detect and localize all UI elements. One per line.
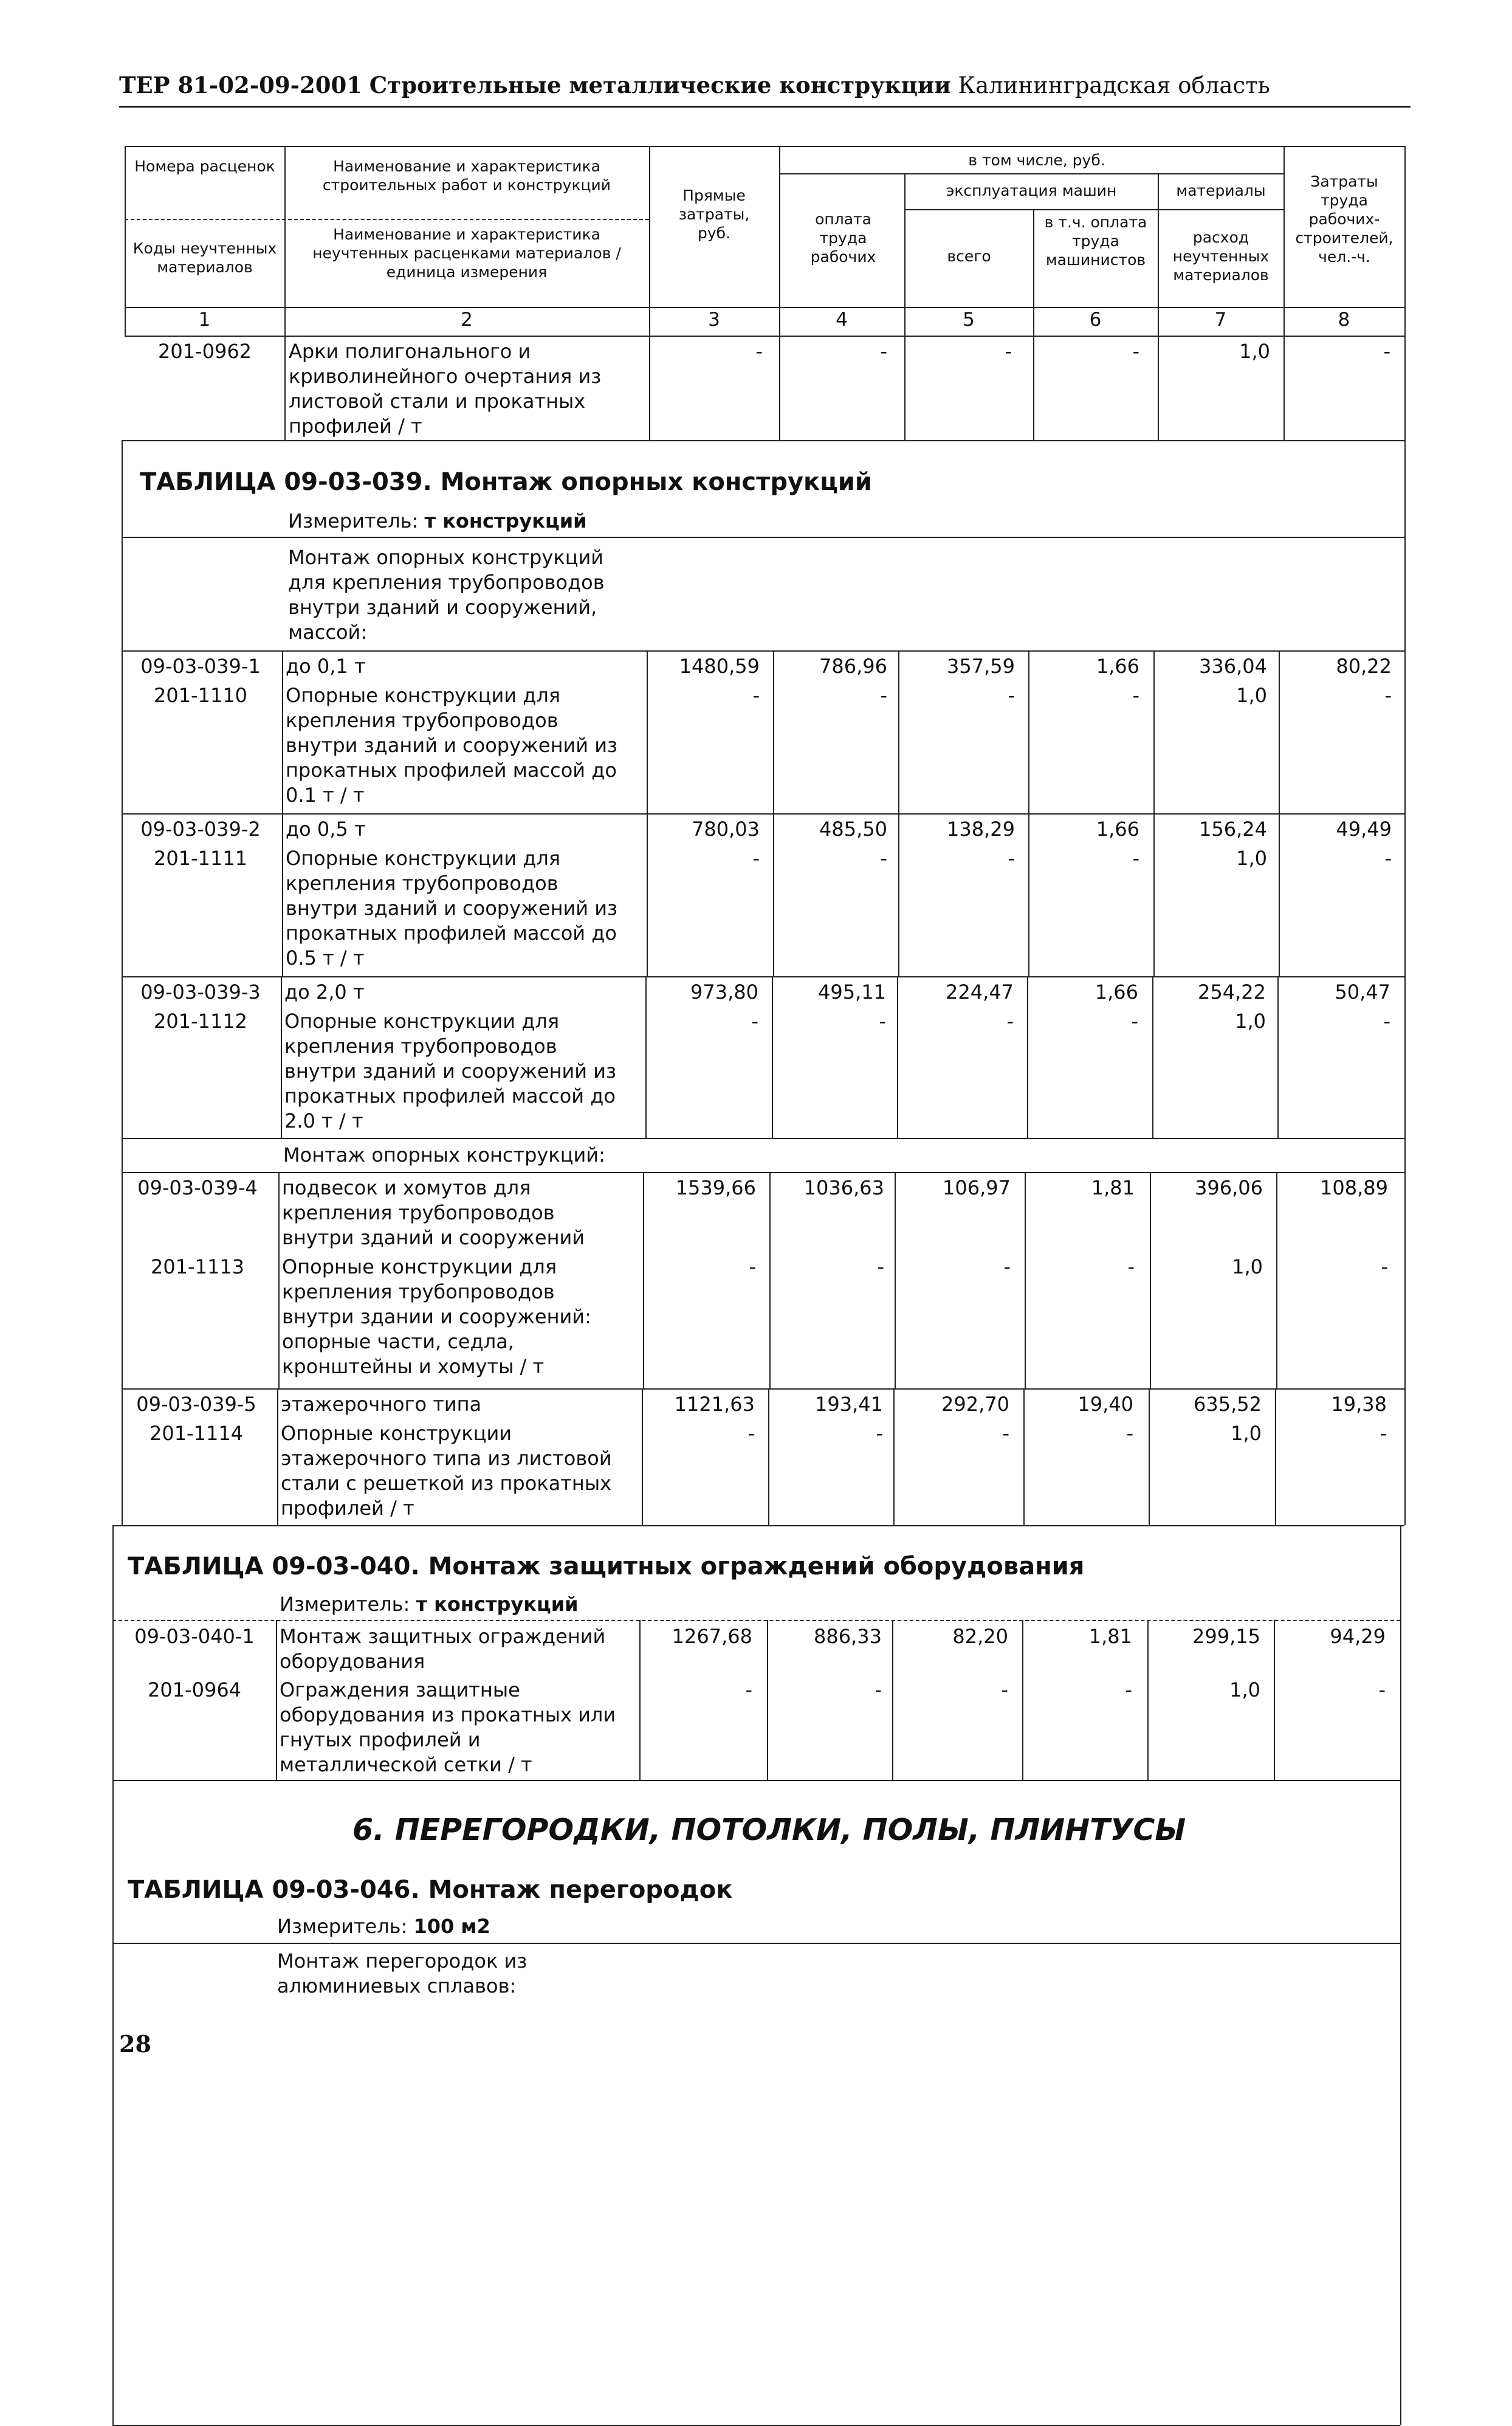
col-number: 7 [1214,309,1227,331]
material-description: Ограждения защитные оборудования из прокатных или гнутых профилей и металлической сетки / т [280,1678,616,1776]
cell-value: - [1001,1678,1008,1701]
cell-value: - [875,1678,882,1701]
cell-value: 1267,68 [672,1625,752,1648]
doc-code: ТЕР 81-02-09-2001 [119,72,362,98]
cell-value: - [1380,1422,1387,1445]
table-039-intro: Монтаж опорных конструкций для крепления трубопроводов внутри зданий и сооружений, массой: [288,546,605,644]
col-number: 1 [198,309,211,331]
cell-value: - [1383,340,1390,363]
running-header [119,72,1270,98]
cell-value: 495,11 [818,980,886,1004]
group-header: в том числе, руб. [968,151,1105,169]
material-code: 201-1113 [150,1255,245,1278]
cell-value: - [1003,1255,1011,1278]
rate-description: подвесок и хомутов для крепления трубопроводов внутри зданий и сооружений [282,1176,585,1249]
col3-header: Прямые затраты, руб. [678,187,750,242]
material-description: Опорные конструкции для крепления трубопроводов внутри зданий и сооружений из прокатных профилей массой до 2.0 т / т [284,1010,617,1132]
cell-value: 1036,63 [803,1176,884,1199]
col6-header: в т.ч. оплата труда машинистов [1044,213,1147,269]
cell-value: 786,96 [819,655,887,678]
rate-description: Монтаж защитных ограждений оборудования [280,1625,606,1673]
cell-value: 254,22 [1198,980,1266,1004]
cell-value: 299,15 [1192,1625,1260,1648]
cell-value: 485,50 [819,818,887,841]
cell-value: - [1384,684,1392,707]
rate-description: этажерочного типа [281,1393,482,1416]
doc-title: Строительные металлические конструкции [369,72,951,98]
cell-value: 224,47 [946,980,1014,1004]
cell-value: 94,29 [1330,1625,1386,1648]
material-code: 201-1111 [153,847,248,870]
cell-value: - [749,1255,756,1278]
cell-value: 635,52 [1194,1393,1262,1416]
table-039-intro2: Монтаж опорных конструкций: [283,1143,605,1166]
cell-value: 1,66 [1096,818,1139,841]
cell-value: - [751,1010,758,1033]
table-040-unit: Измеритель: т конструкций [280,1593,579,1616]
cell-value: - [1125,1678,1132,1701]
rate-code: 09-03-040-1 [134,1625,255,1648]
col4-header: оплата труда рабочих [810,210,876,266]
machines-header: эксплуатация машин [946,182,1117,199]
cell-value: - [747,1422,755,1445]
material-description: Опорные конструкции для крепления трубопроводов внутри зданий и сооружений из прокатных профилей массой до 0.5 т / т [286,847,618,970]
cell-value: 156,24 [1199,818,1267,841]
col1-bottom-header: Коды неучтенных материалов [132,239,277,276]
cell-value: 1,66 [1096,655,1139,678]
cell-value: 1,0 [1229,1678,1260,1701]
cell-value: - [1005,340,1012,363]
col2-top-header: Наименование и характеристика строительных работ и конструкций [322,157,611,194]
cell-value: 1,0 [1231,1422,1262,1445]
cell-value: 50,47 [1335,980,1390,1004]
table-040-title: ТАБЛИЦА 09-03-040. Монтаж защитных ограждений оборудования [128,1552,1085,1580]
cell-value: 1539,66 [675,1176,756,1199]
cell-value: - [1132,340,1139,363]
table-039-title: ТАБЛИЦА 09-03-039. Монтаж опорных конструкций [140,468,872,496]
cell-value: - [1378,1678,1386,1701]
col1-top-header: Номера расценок [134,157,275,175]
rate-code: 09-03-039-5 [136,1393,256,1416]
col2-bottom-header: Наименование и характеристика неучтенных расценками материалов / единица измерения [312,226,621,281]
rate-description: до 0,1 т [286,655,366,678]
rate-code: 09-03-039-2 [140,818,261,841]
material-code: 201-0964 [147,1678,242,1701]
materials-header: материалы [1176,182,1266,199]
material-description: Арки полигонального и криволинейного очертания из листовой стали и прокатных профилей / т [289,340,602,438]
cell-value: 1,81 [1088,1625,1132,1648]
header-rule [119,106,1411,108]
cell-value: 49,49 [1336,818,1392,841]
col5-header: всего [947,247,991,265]
cell-value: 973,80 [690,980,758,1004]
cell-value: - [879,1010,886,1033]
page-number: 28 [119,2030,151,2058]
material-code: 201-1112 [153,1010,248,1033]
cell-value: 1,0 [1236,684,1267,707]
cell-value: - [1006,1010,1014,1033]
cell-value: 106,97 [943,1176,1011,1199]
cell-value: 1480,59 [679,655,760,678]
cell-value: 292,70 [941,1393,1009,1416]
col-number: 8 [1338,309,1350,331]
cell-value: 82,20 [952,1625,1008,1648]
col-number: 6 [1089,309,1102,331]
cell-value: - [1132,847,1139,870]
material-code: 201-1114 [149,1422,244,1445]
cell-value: - [876,1422,883,1445]
col-number: 2 [461,309,473,331]
rate-code: 09-03-039-1 [140,655,261,678]
cell-value: - [1381,1255,1388,1278]
material-description: Опорные конструкции для крепления трубопроводов внутри зданий и сооружений из прокатных профилей массой до 0.1 т / т [286,684,618,807]
rate-description: до 0,5 т [286,818,366,841]
col-number: 5 [963,309,975,331]
cell-value: - [1383,1010,1390,1033]
cell-value: 1,0 [1236,847,1267,870]
cell-value: 80,22 [1336,655,1392,678]
material-description: Опорные конструкции этажерочного типа из листовой стали с решеткой из прокатных профилей / т [281,1422,612,1520]
rate-description: до 2,0 т [284,980,365,1004]
rate-code: 09-03-039-4 [137,1176,258,1199]
cell-value: 1,81 [1091,1176,1135,1199]
cell-value: - [1008,684,1015,707]
cell-value: - [877,1255,884,1278]
cell-value: - [1126,1422,1133,1445]
col-number: 3 [708,309,720,331]
cell-value: - [752,847,760,870]
cell-value: 1,66 [1094,980,1138,1004]
col7-header: расход неучтенных материалов [1172,229,1270,284]
cell-value: - [1008,847,1015,870]
cell-value: - [745,1678,752,1701]
cell-value: - [1131,1010,1138,1033]
material-code: 201-0962 [157,340,252,363]
cell-value: 138,29 [947,818,1015,841]
cell-value: 357,59 [947,655,1015,678]
cell-value: 780,03 [692,818,760,841]
cell-value: - [755,340,763,363]
cell-value: 193,41 [815,1393,883,1416]
cell-value: - [752,684,760,707]
material-code: 201-1110 [153,684,248,707]
table-046-unit: Измеритель: 100 м2 [277,1915,490,1938]
cell-value: 1,0 [1239,340,1270,363]
cell-value: 886,33 [814,1625,882,1648]
cell-value: 1121,63 [674,1393,755,1416]
col-number: 4 [836,309,848,331]
cell-value: - [1002,1422,1009,1445]
cell-value: 396,06 [1195,1176,1263,1199]
cell-value: - [1127,1255,1135,1278]
cell-value: - [1132,684,1139,707]
material-description: Опорные конструкции для крепления трубопроводов внутри здании и сооружений: опорные части, седла, кронштейны и хомуты / т [282,1255,591,1378]
cell-value: 108,89 [1320,1176,1388,1199]
col8-header: Затраты труда рабочих-строителей, чел.-ч. [1295,173,1393,266]
table-039-unit: Измеритель: т конструкций [288,509,587,532]
table-046-title: ТАБЛИЦА 09-03-046. Монтаж перегородок [128,1876,733,1904]
rate-code: 09-03-039-3 [140,980,261,1004]
table-046-intro: Монтаж перегородок из алюминиевых сплавов: [277,1949,527,1997]
cell-value: 336,04 [1199,655,1267,678]
cell-value: - [880,340,887,363]
cell-value: 1,0 [1235,1010,1266,1033]
cell-value: 19,38 [1331,1393,1387,1416]
region: Калининградская область [958,72,1270,98]
section-title: 6. ПЕРЕГОРОДКИ, ПОТОЛКИ, ПОЛЫ, ПЛИНТУСЫ [352,1813,1186,1847]
cell-value: 19,40 [1077,1393,1133,1416]
cell-value: 1,0 [1232,1255,1263,1278]
cell-value: - [1384,847,1392,870]
cell-value: - [880,847,887,870]
cell-value: - [880,684,887,707]
